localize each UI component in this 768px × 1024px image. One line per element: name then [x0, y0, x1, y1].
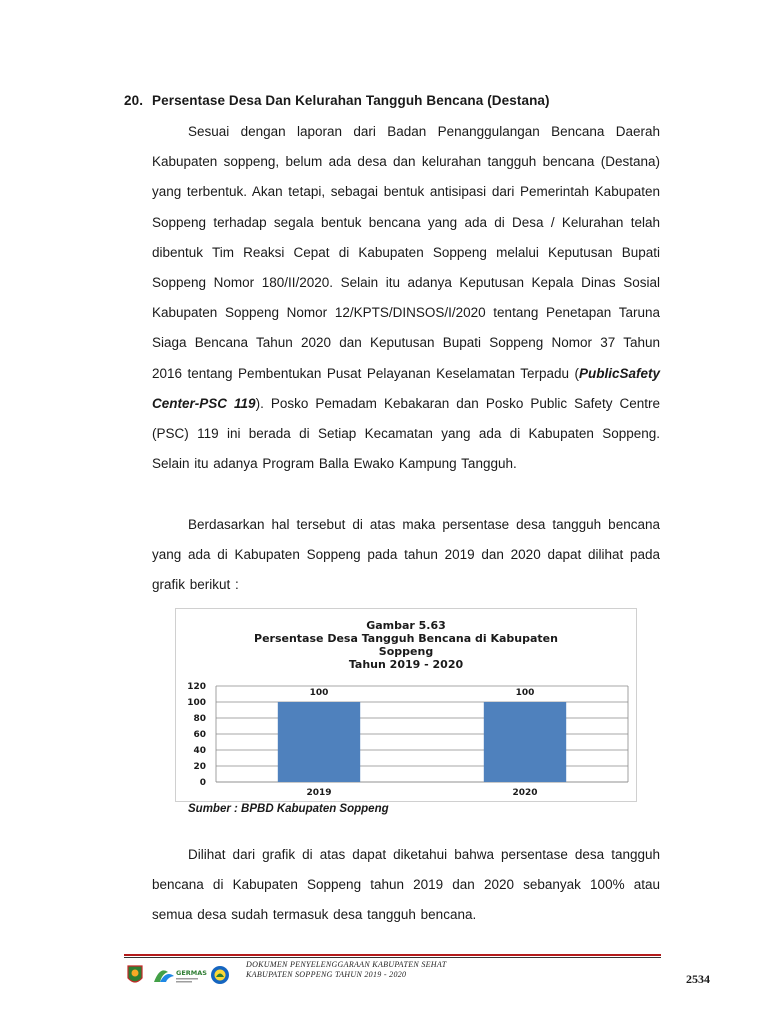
data-label: 100 [515, 688, 535, 698]
chart-title-line: Tahun 2019 - 2020 [348, 658, 464, 671]
paragraph-lead-in [152, 510, 660, 601]
paragraph-intro-emphasis: PublicSafety Center-PSC 119 [152, 365, 660, 411]
bar [484, 702, 566, 782]
y-tick-label: 0 [199, 778, 206, 788]
footer-document-title [246, 960, 447, 980]
footer-rule [124, 954, 661, 956]
chart-source: Sumber : BPBD Kabupaten Soppeng [188, 803, 389, 815]
chart-title [176, 619, 636, 671]
chart-title-line: Soppeng [378, 645, 434, 658]
paragraph-conclusion-text: Dilihat dari grafik di atas dapat diketahui bahwa persentase desa tangguh bencana di Kabupaten Soppeng tahun 2019 dan 2020 sebanyak 100% atau semua desa sudah termasuk desa tangguh bencana. [152, 847, 660, 923]
regency-emblem-icon [128, 966, 142, 982]
chart-title-line: Gambar 5.63 [366, 619, 446, 632]
y-tick-label: 40 [193, 746, 206, 756]
healthy-city-logo-icon [211, 966, 229, 984]
x-tick-label: 2020 [512, 788, 538, 798]
paragraph-intro-text-a: Sesuai dengan laporan dari Badan Penanggulangan Bencana Daerah Kabupaten soppeng, belum ada desa dan kelurahan tangguh bencana (Destana) yang terbentuk. Akan tetapi, sebagai bentuk antisipasi dari Pemerintah Kabupaten Soppeng terhadap segala bentuk bencana yang ada di Desa / Kelurahan telah dibentuk Tim Reaksi Cepat di Kabupaten Soppeng melalui Keputusan Bupati Soppeng Nomor 180/II/2020. Selain itu adanya Keputusan Kepala Dinas Sosial Kabupaten Soppeng Nomor 12/KPTS/DINSOS/I/2020 tentang Penetapan Taruna Siaga Bencana Tahun 2020 dan Keputusan Bupati Soppeng Nomor 37 Tahun 2016 tentang Pembentukan Pusat Pelayanan Keselamatan Terpadu ( [152, 124, 660, 381]
section-heading [124, 93, 550, 108]
paragraph-intro-text-b: ). Posko Pemadam Kebakaran dan Posko Public Safety Centre (PSC) 119 ini berada di Setiap Kecamatan yang ada di Kabupaten Soppeng. Selain itu adanya Program Balla Ewako Kampung Tangguh. [152, 395, 660, 472]
page-number: 2534 [686, 972, 710, 986]
paragraph-conclusion [152, 840, 660, 931]
germas-logo-text: GERMAS [176, 969, 207, 977]
y-tick-label: 80 [193, 714, 206, 724]
chart-title-line: Persentase Desa Tangguh Bencana di Kabupaten [254, 632, 558, 645]
section-number: 20. [124, 93, 144, 108]
footer-rule-thin [124, 957, 661, 958]
chart-container [175, 608, 637, 802]
footer-line-2: KABUPATEN SOPPENG TAHUN 2019 - 2020 [246, 970, 407, 979]
y-tick-label: 20 [193, 762, 206, 772]
y-tick-label: 100 [187, 698, 206, 708]
paragraph-intro [152, 117, 660, 479]
germas-logo-icon [154, 969, 207, 983]
y-tick-label: 120 [187, 682, 206, 692]
x-tick-label: 2019 [306, 788, 332, 798]
footer-line-1: DOKUMEN PENYELENGGARAAN KABUPATEN SEHAT [246, 960, 447, 969]
y-tick-label: 60 [193, 730, 206, 740]
data-label: 100 [309, 688, 329, 698]
paragraph-lead-in-text: Berdasarkan hal tersebut di atas maka persentase desa tangguh bencana yang ada di Kabupaten Soppeng pada tahun 2019 dan 2020 dapat dilihat pada grafik berikut : [152, 517, 660, 593]
section-title: Persentase Desa Dan Kelurahan Tangguh Bencana (Destana) [152, 93, 550, 108]
footer-logos [124, 962, 244, 988]
bar [278, 702, 360, 782]
